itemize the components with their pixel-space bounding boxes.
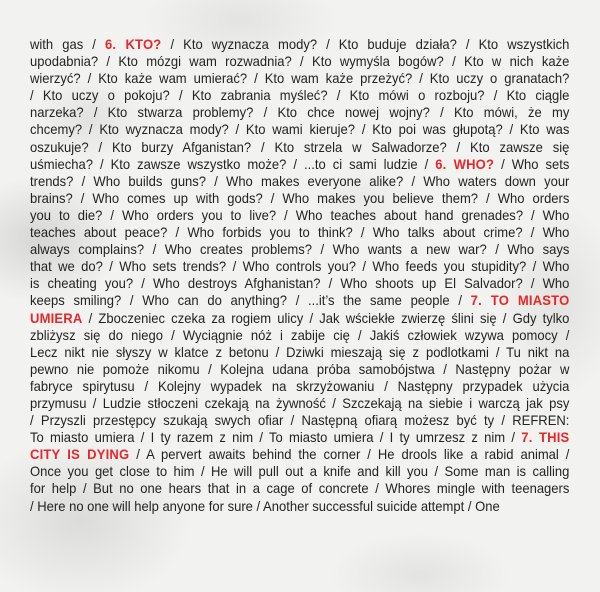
lyrics-segment: uśmiecha? / Kto zawsze wszystko może? / ...to ci sami ludzie / [30, 155, 436, 172]
lyrics-segment: / Zboczeniec czeka za rogiem ulicy / Jak wściekłe zwierzę ślini się / Gdy tylko [82, 309, 570, 326]
song-title-heading: 6. WHO? [435, 155, 495, 172]
lyrics-line [30, 207, 569, 224]
lyrics-segment: you to die? / Who orders you to live? / Who teaches about hand grenades? / Who [30, 206, 570, 223]
lyrics-line [30, 344, 569, 361]
lyrics-text-block [30, 36, 570, 515]
song-title-heading: UMIERA [30, 309, 83, 326]
lyrics-segment: / Kto wyznacza mody? / Kto buduje działa? / Kto wszystkich [161, 36, 570, 52]
lyrics-segment: upodabnia? / Kto mózgi wam rozwadnia? / Kto wymyśla bogów? / Kto w nich każe [30, 53, 570, 70]
lyrics-segment: is cheating you? / Who destroys Afghanistan? / Who shoots up El Salvador? / Who [30, 275, 570, 292]
song-title-heading: 6. KTO? [104, 36, 162, 52]
song-title-heading: 7. TO MIASTO [470, 292, 570, 309]
lyrics-segment: teaches about peace? / Who forbids you to think? / Who talks about crime? / Who [30, 224, 570, 241]
lyrics-line [30, 104, 569, 121]
lyrics-line [30, 139, 569, 156]
song-title-heading: 7. THIS [521, 429, 570, 446]
lyrics-segment: To miasto umiera / I ty razem z nim / To miasto umiera / I ty umrzesz z nim / [30, 429, 522, 446]
lyrics-segment: wierzyć? / Kto każe wam umierać? / Kto wam każe przeżyć? / Kto uczy o granatach? [30, 70, 570, 87]
lyrics-line [30, 258, 569, 275]
lyrics-segment: for help / But no one hears that in a cage of concrete / Whores mingle with teenagers [30, 480, 570, 497]
lyrics-segment: keeps smiling? / Who can do anything? / ...it’s the same people / [30, 292, 471, 309]
lyrics-segment: / A pervert awaits behind the corner / He drools like a rabid animal / [129, 446, 570, 463]
lyrics-line [30, 480, 569, 497]
lyrics-line [30, 310, 569, 327]
lyrics-segment: zbliżysz się do niego / Wyciągnie nóż i zabije cię / Jakiś człowiek wzywa pomocy / [30, 326, 570, 343]
lyrics-segment: / Here no one will help anyone for sure / Another successful suicide attempt / One [30, 497, 500, 514]
lyrics-line [30, 429, 569, 446]
lyrics-line [30, 190, 569, 207]
lyrics-segment: / Who sets [494, 155, 570, 172]
lyrics-line [30, 395, 569, 412]
lyrics-segment: always complains? / Who creates problems? / Who wants a new war? / Who says [30, 241, 570, 258]
lyrics-segment: przymusu / Ludzie stłoczeni czekają na żywność / Szczekają na siebie i warczą jak psy [30, 394, 570, 411]
lyrics-line [30, 224, 569, 241]
song-title-heading: CITY IS DYING [30, 446, 130, 463]
lyrics-line [30, 156, 569, 173]
lyrics-line [30, 292, 569, 309]
lyrics-segment: with gas / [30, 36, 105, 52]
lyrics-segment: Lecz nikt nie słyszy w klatce z betonu / Dziwki mieszają się z podlotkami / Tu nikt na [30, 343, 570, 360]
lyrics-segment: chcemy? / Kto wyznacza mody? / Kto wami kieruje? / Kto poi was głupotą? / Kto was [30, 121, 570, 138]
lyrics-line [30, 412, 569, 429]
lyrics-line [30, 87, 569, 104]
lyrics-line [30, 498, 532, 515]
lyrics-segment: fabryce spirytusu / Kolejny wypadek na skrzyżowaniu / Następny przypadek użycia [30, 377, 570, 394]
lyrics-line [30, 241, 569, 258]
lyrics-segment: narzeka? / Kto stwarza problemy? / Kto chce nowej wojny? / Kto mówi, że my [30, 104, 570, 121]
lyrics-segment: trends? / Who builds guns? / Who makes everyone alike? / Who waters down your [30, 172, 570, 189]
lyrics-segment: brains? / Who comes up with gods? / Who makes you believe them? / Who orders [30, 189, 570, 206]
lyrics-line [30, 327, 569, 344]
lyrics-segment: oszukuje? / Kto burzy Afganistan? / Kto strzela w Salwadorze? / Kto zawsze się [30, 138, 570, 155]
lyrics-line [30, 463, 569, 480]
lyrics-line [30, 53, 569, 70]
lyrics-segment: / Kto uczy o pokoju? / Kto zabrania myśleć? / Kto mówi o rozboju? / Kto ciągle [30, 87, 570, 104]
lyrics-line [30, 446, 569, 463]
lyrics-segment: that we do? / Who sets trends? / Who controls you? / Who feeds you stupidity? / Who [30, 258, 570, 275]
lyrics-line [30, 378, 569, 395]
lyrics-line [30, 173, 569, 190]
lyrics-line [30, 121, 569, 138]
lyrics-segment: Once you get close to him / He will pull out a knife and kill you / Some man is calling [30, 463, 570, 480]
lyrics-line [30, 36, 569, 53]
lyrics-line [30, 361, 569, 378]
lyrics-segment: / Przyszli przestępcy szukają swych ofiar / Następną ofiarą możesz być ty / REFREN: [30, 412, 570, 429]
lyrics-line [30, 275, 569, 292]
lyrics-segment: pewno nie pomoże nikomu / Kolejna udana próba samobójstwa / Następny pożar w [30, 360, 570, 377]
lyrics-line [30, 70, 569, 87]
